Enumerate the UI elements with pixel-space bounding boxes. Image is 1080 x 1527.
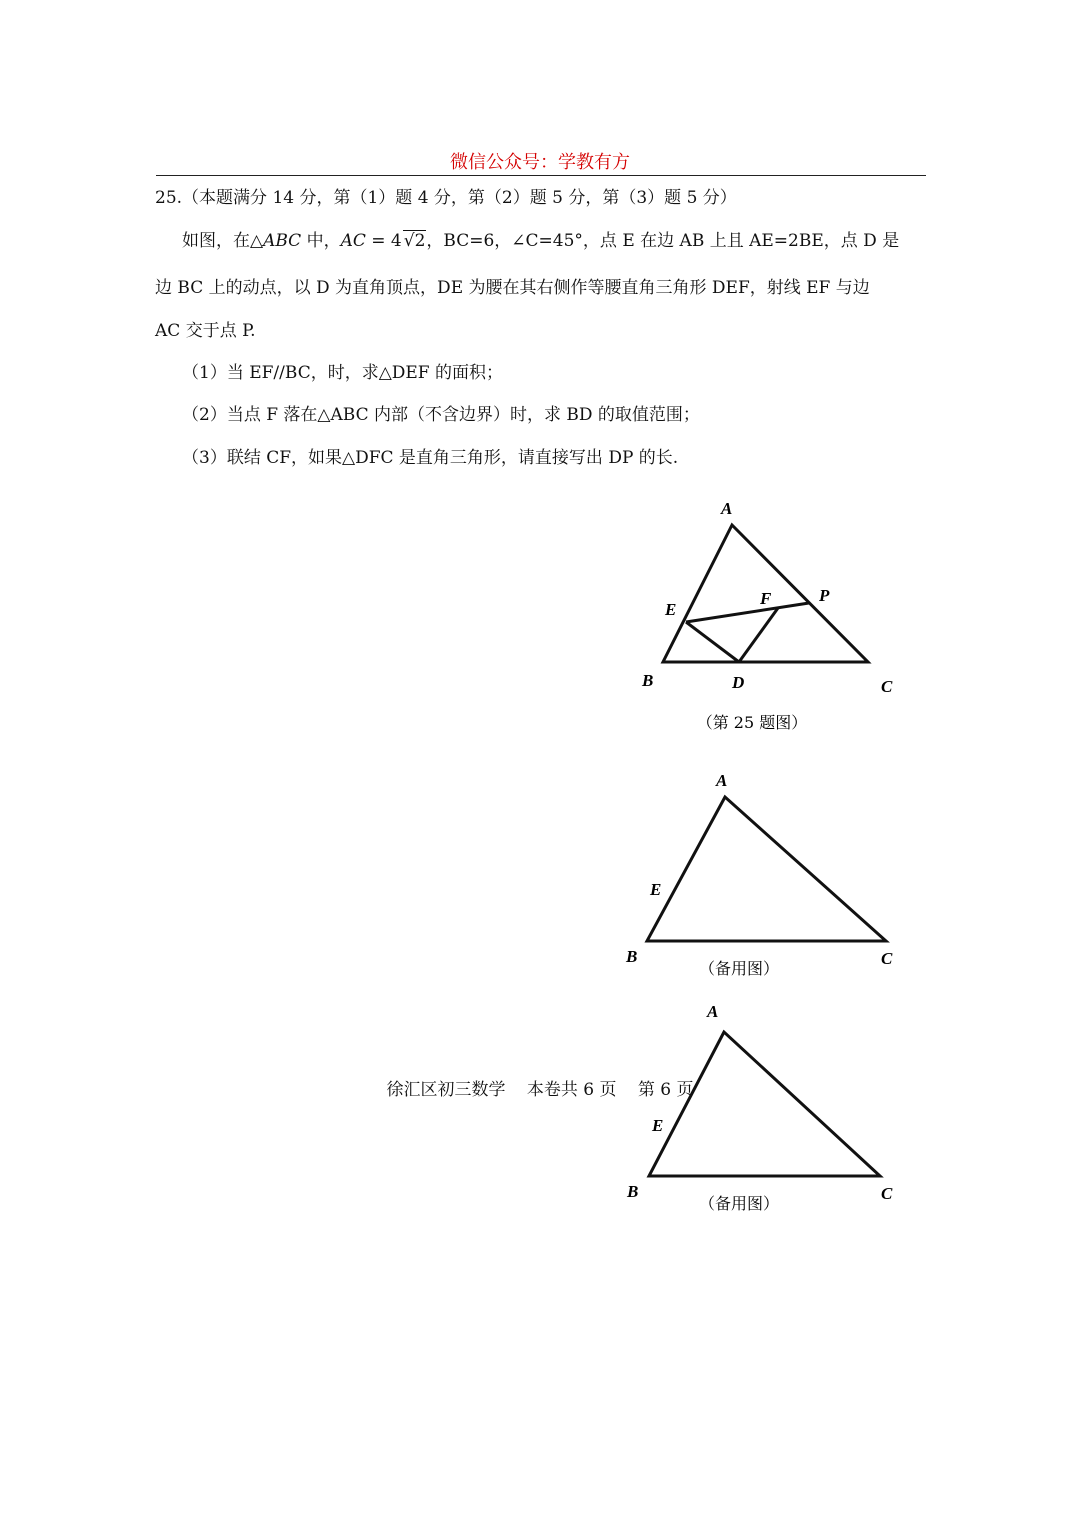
stem-text: 中， — [301, 231, 341, 251]
spare2-label-b: B — [627, 1182, 639, 1201]
sub-question-2: （2）当点 F 落在△ABC 内部（不含边界）时，求 BD 的取值范围； — [182, 405, 700, 425]
label-p: P — [819, 586, 830, 605]
spare1-caption: （备用图） — [698, 959, 780, 978]
footer-school: 徐汇区初三数学 — [386, 1080, 506, 1100]
spare1-label-a: A — [716, 771, 728, 790]
question-stem-line2: 边 BC 上的动点，以 D 为直角顶点，DE 为腰在其右侧作等腰直角三角形 DEF，射线 EF 与边 — [155, 278, 870, 298]
spare2-caption: （备用图） — [698, 1194, 780, 1213]
question-heading: 25.（本题满分 14 分，第（1）题 4 分，第（2）题 5 分，第（3）题 5 分） — [155, 188, 737, 208]
label-f: F — [760, 589, 772, 608]
segment-df — [739, 608, 778, 662]
segment-ep — [686, 603, 809, 622]
stem-ac: AC — [340, 231, 366, 251]
sqrt-symbol: √2 — [403, 231, 426, 251]
page-footer — [0, 1075, 1080, 1100]
spare1-label-b: B — [626, 947, 638, 966]
stem-eq: = 4 — [365, 231, 402, 251]
stem-triangle: ABC — [263, 231, 302, 251]
footer-page-number: 第 6 页 — [637, 1080, 694, 1100]
segment-ed — [686, 622, 739, 662]
spare1-label-e: E — [650, 880, 662, 899]
spare2-triangle-abc — [649, 1032, 880, 1176]
label-b: B — [642, 671, 654, 690]
label-c: C — [881, 677, 893, 696]
stem-conditions: ，BC=6，∠C=45°，点 E 在边 AB 上且 AE=2BE，点 D 是 — [426, 231, 900, 251]
spare2-label-a: A — [707, 1002, 719, 1021]
sub-question-3: （3）联结 CF，如果△DFC 是直角三角形，请直接写出 DP 的长. — [182, 448, 679, 468]
question-stem-line3: AC 交于点 P. — [155, 321, 256, 341]
spare2-label-e: E — [652, 1116, 664, 1135]
spare1-label-c: C — [881, 949, 893, 968]
footer-total-pages: 本卷共 6 页 — [526, 1080, 617, 1100]
header-title: 微信公众号：学教有方 — [450, 152, 630, 173]
sub-question-1: （1）当 EF//BC，时，求△DEF 的面积； — [182, 363, 504, 383]
spare1-triangle-abc — [647, 797, 886, 941]
main-figure-caption: （第 25 题图） — [696, 713, 808, 732]
label-d: D — [732, 673, 745, 692]
sqrt-value: 2 — [414, 231, 426, 251]
spare2-label-c: C — [881, 1184, 893, 1203]
stem-text: 如图，在△ — [182, 231, 264, 251]
label-e: E — [665, 600, 677, 619]
label-a: A — [721, 499, 733, 518]
